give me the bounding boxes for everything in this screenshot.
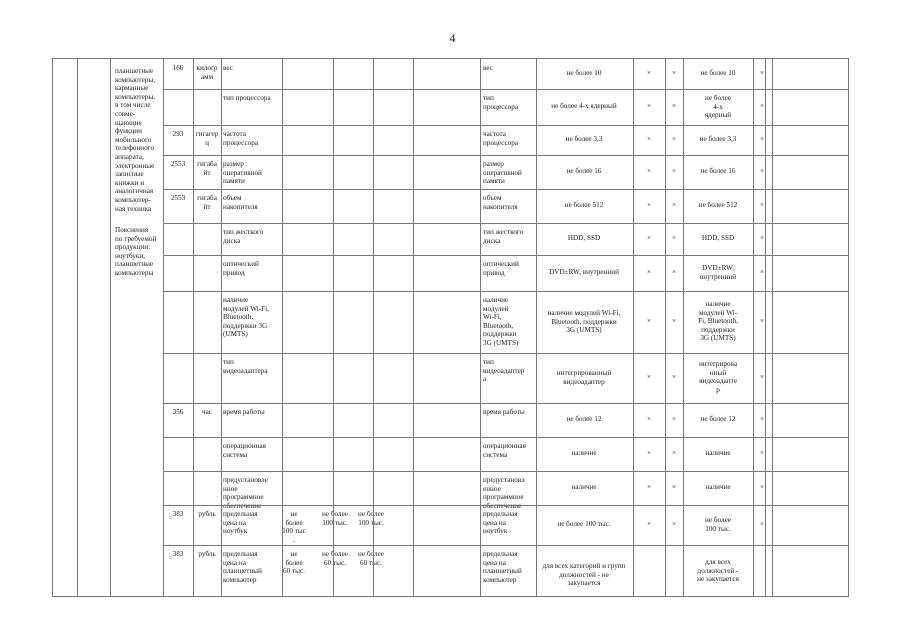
cell-char: предустановле нное программное обеспечение bbox=[223, 476, 268, 510]
row-divider bbox=[163, 471, 848, 472]
cell-x2: × bbox=[671, 373, 677, 381]
cell-char: операционная система bbox=[223, 442, 266, 459]
cell-x1: × bbox=[646, 520, 652, 528]
cell-x1: × bbox=[646, 69, 652, 77]
cell-value2: не более 4-х ядерный bbox=[704, 94, 732, 120]
cell-value2: наличие bbox=[705, 483, 731, 491]
cell-p3: не более 100 тыс. bbox=[358, 510, 384, 527]
column-divider bbox=[765, 59, 766, 596]
cell-x2: × bbox=[671, 135, 677, 143]
cell-char2: частота процессора bbox=[483, 130, 519, 147]
cell-x3: × bbox=[759, 373, 765, 381]
cell-code: 166 bbox=[172, 64, 184, 72]
row-divider bbox=[163, 545, 848, 546]
cell-x3: × bbox=[759, 102, 765, 110]
cell-char2: предельная цена на планшетный компьютер bbox=[483, 550, 522, 584]
cell-value2: не более 16 bbox=[700, 167, 736, 175]
column-divider bbox=[683, 59, 684, 596]
cell-x3: × bbox=[759, 201, 765, 209]
cell-unit: рубль bbox=[198, 550, 216, 558]
cell-value: не более 10 bbox=[566, 69, 602, 77]
cell-x1: × bbox=[646, 167, 652, 175]
cell-value: для всех категорий и групп должностей - не закупается bbox=[542, 562, 626, 588]
cell-p3: не более 60 тыс. bbox=[358, 550, 384, 567]
column-divider bbox=[282, 59, 283, 596]
cell-x1: × bbox=[646, 483, 652, 491]
cell-x3: × bbox=[759, 520, 765, 528]
cell-x1: × bbox=[646, 102, 652, 110]
row-divider bbox=[163, 223, 848, 224]
cell-char: частота процессора bbox=[223, 130, 259, 147]
cell-x3: × bbox=[759, 234, 765, 242]
cell-x3: × bbox=[759, 317, 765, 325]
cell-char2: тип процессора bbox=[483, 94, 519, 111]
column-divider bbox=[480, 59, 481, 596]
column-divider bbox=[772, 59, 773, 596]
cell-unit: час bbox=[202, 408, 212, 416]
cell-x2: × bbox=[671, 167, 677, 175]
cell-char: наличие модулей Wi-Fi, Bluetooth, поддержки 3G (UMTS) bbox=[223, 296, 269, 339]
cell-char2: предельная цена на ноутбук bbox=[483, 510, 518, 536]
cell-char: тип жесткого диска bbox=[223, 228, 264, 245]
cell-value: интегрированный видеоадаптер bbox=[556, 369, 612, 386]
cell-x1: × bbox=[646, 317, 652, 325]
cell-char: предельная цена на ноутбук bbox=[223, 510, 258, 536]
cell-x1: × bbox=[646, 449, 652, 457]
cell-p2: не более 60 тыс. bbox=[322, 550, 348, 567]
cell-value2: DVD±RW, внутренний bbox=[699, 264, 737, 281]
cell-unit: гигаба йт bbox=[197, 160, 217, 177]
cell-p1: не более 100 тыс . bbox=[282, 510, 306, 544]
cell-x3: × bbox=[759, 135, 765, 143]
cell-value: не более 100 тыс. bbox=[557, 520, 611, 528]
row-divider bbox=[163, 437, 848, 438]
cell-x3: × bbox=[759, 415, 765, 423]
row-divider bbox=[163, 403, 848, 404]
cell-unit: рубль bbox=[198, 510, 216, 518]
cell-char: объем накопителя bbox=[223, 194, 258, 211]
cell-x2: × bbox=[671, 201, 677, 209]
cell-char: тип видеоадаптера bbox=[223, 358, 268, 375]
cell-value2: не более 10 bbox=[700, 69, 736, 77]
cell-x2: × bbox=[671, 317, 677, 325]
row-divider bbox=[163, 505, 848, 506]
row-divider bbox=[163, 155, 848, 156]
cell-x1: × bbox=[646, 135, 652, 143]
cell-char2: наличие модулей Wi-Fi, Bluetooth, поддержки 3G (UMTS) bbox=[483, 296, 519, 347]
cell-value2: не более 512 bbox=[698, 201, 738, 209]
specification-table bbox=[52, 58, 849, 597]
note-text: Пояснения по требуемой продукции: ноутбуки, планшетные компьютеры bbox=[115, 226, 157, 277]
cell-value2: интегрирова нный видеоадапте р bbox=[698, 360, 738, 394]
cell-value2: наличие bbox=[705, 449, 731, 457]
cell-x3: × bbox=[759, 69, 765, 77]
cell-char2: тип видеоадаптер а bbox=[483, 358, 525, 384]
cell-char: оптический привод bbox=[223, 260, 259, 277]
cell-x2: × bbox=[671, 483, 677, 491]
cell-unit: килогр амм bbox=[196, 64, 218, 81]
cell-value: не более 16 bbox=[566, 167, 602, 175]
cell-p2: не более 100 тыс. bbox=[322, 510, 348, 527]
cell-unit: гигагер ц bbox=[195, 130, 219, 147]
column-divider bbox=[633, 59, 634, 596]
cell-x2: × bbox=[671, 449, 677, 457]
cell-x2: × bbox=[671, 234, 677, 242]
cell-code: 383 bbox=[172, 550, 184, 558]
cell-x1: × bbox=[646, 268, 652, 276]
cell-char: время работы bbox=[223, 408, 265, 416]
cell-x1: × bbox=[646, 415, 652, 423]
column-divider bbox=[665, 59, 666, 596]
cell-value2: не более 12 bbox=[700, 415, 736, 423]
cell-char2: время работы bbox=[483, 408, 525, 416]
cell-x1: × bbox=[646, 201, 652, 209]
row-divider bbox=[163, 125, 848, 126]
cell-x3: × bbox=[759, 483, 765, 491]
cell-char: размер оперативной памяти bbox=[223, 160, 262, 186]
cell-char2: оптический привод bbox=[483, 260, 519, 277]
cell-char2: вес bbox=[483, 64, 493, 72]
cell-code: 383 bbox=[172, 510, 184, 518]
row-divider bbox=[163, 255, 848, 256]
cell-char: вес bbox=[223, 64, 233, 72]
cell-x2: × bbox=[671, 268, 677, 276]
page-number: 4 bbox=[449, 31, 456, 45]
cell-value: наличие модулей Wi-Fi, Bluetooth, поддержки 3G (UMTS) bbox=[547, 309, 621, 335]
cell-code: 356 bbox=[172, 408, 184, 416]
cell-x3: × bbox=[759, 449, 765, 457]
cell-x2: × bbox=[671, 520, 677, 528]
column-divider bbox=[110, 59, 111, 596]
cell-char2: предустановл енное программное обеспечение bbox=[483, 476, 525, 510]
column-divider bbox=[536, 59, 537, 596]
cell-value: не более 4-х ядерный bbox=[551, 102, 617, 110]
cell-code: 2553 bbox=[170, 160, 186, 168]
cell-x1: × bbox=[646, 373, 652, 381]
cell-x3: × bbox=[759, 268, 765, 276]
column-divider bbox=[77, 59, 78, 596]
cell-unit: гигаба йт bbox=[197, 194, 217, 211]
cell-code: 293 bbox=[172, 130, 184, 138]
cell-char2: тип жесткого диска bbox=[483, 228, 524, 245]
category-text: планшетные компьютеры, карманные компьютеры, в том числе совме- щающие функции мобильного телефонного аппарата, электронные записные книжки и аналогичная компьютер- ная техника bbox=[115, 67, 156, 213]
column-divider bbox=[193, 59, 194, 596]
cell-char2: объем накопителя bbox=[483, 194, 518, 211]
cell-x1: × bbox=[646, 234, 652, 242]
cell-value: не более 12 bbox=[566, 415, 602, 423]
cell-value2: не более 100 тыс. bbox=[705, 516, 731, 533]
cell-x2: × bbox=[671, 102, 677, 110]
row-divider bbox=[163, 89, 848, 90]
cell-x3: × bbox=[759, 167, 765, 175]
cell-char: тип процессора bbox=[223, 94, 271, 102]
row-divider bbox=[163, 353, 848, 354]
cell-p1: не более 60 тыс. bbox=[283, 550, 305, 576]
row-divider bbox=[163, 189, 848, 190]
cell-value2: не более 3,3 bbox=[699, 135, 737, 143]
cell-value2: HDD, SSD bbox=[701, 234, 735, 242]
cell-x2: × bbox=[671, 415, 677, 423]
column-divider bbox=[163, 59, 164, 596]
cell-char2: операционная система bbox=[483, 442, 526, 459]
cell-value: не более 3,3 bbox=[565, 135, 603, 143]
row-divider bbox=[163, 291, 848, 292]
cell-value: не более 512 bbox=[564, 201, 604, 209]
cell-value: HDD, SSD bbox=[567, 234, 601, 242]
cell-value2: для всех должностей - не закупается bbox=[697, 558, 739, 584]
cell-char2: размер оперативной памяти bbox=[483, 160, 522, 186]
column-divider bbox=[753, 59, 754, 596]
cell-code: 2553 bbox=[170, 194, 186, 202]
column-divider bbox=[221, 59, 222, 596]
cell-value: DVD±RW, внутренний bbox=[549, 268, 619, 276]
cell-value: наличие bbox=[571, 449, 597, 457]
column-divider bbox=[333, 59, 334, 596]
cell-char: предельная цена на планшетный компьютер bbox=[223, 550, 262, 584]
column-divider bbox=[413, 59, 414, 596]
cell-value: наличие bbox=[571, 483, 597, 491]
cell-value2: наличие модулей Wi- Fi, Bluetooth, поддержки 3G (UMTS) bbox=[698, 300, 738, 343]
cell-x2: × bbox=[671, 69, 677, 77]
column-divider bbox=[373, 59, 374, 596]
